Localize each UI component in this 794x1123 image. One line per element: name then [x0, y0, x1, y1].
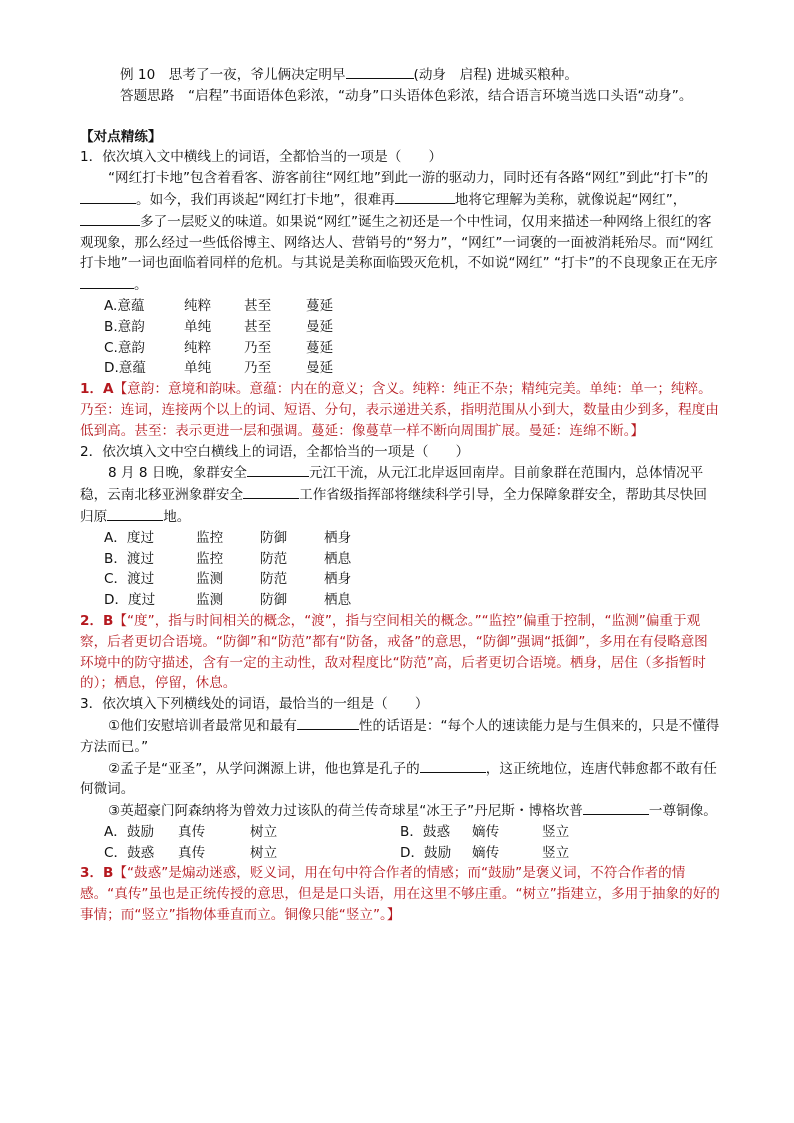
- q2-options: [80, 528, 720, 611]
- q1-answer: 1．A【意韵：意境和韵味。意蕴：内在的意义；含义。纯粹：纯正不杂；精纯完美。单纯：单一；纯粹。乃至：连词，连接两个以上的词、短语、分句，表示递进关系，指明范围从小到大，数量由少到多，程度由低到高。甚至：表示更进一层和强调。蔓延：像蔓草一样不断向周围扩展。曼延：连绵不断。】: [80, 381, 719, 439]
- section-title: 【对点精练】: [80, 128, 162, 145]
- q3-answer: 3．B【“鼓惑”是煽动迷惑，贬义词，用在句中符合作者的情感；而“鼓励”是褒义词，不符合作者的情感。“真传”虽也是正统传授的意思，但是是口头语，用在这里不够庄重。“树立”指建立，多用于抽象的好的事情；而“竖立”指物体垂直而立。铜像只能“竖立”。】: [80, 865, 720, 924]
- blank: [247, 462, 309, 477]
- blank: [583, 800, 649, 815]
- q3-sentence-2: ②孟子是“亚圣”，从学问渊源上讲，他也算是孔子的 ，这正统地位，连唐代韩愈都不敢有任何微词。: [80, 758, 720, 801]
- q3-sentence-1: ①他们安慰培训者最常见和最有 性的话语是：“每个人的速读能力是与生俱来的，只是不懂得方法而已。”: [80, 715, 720, 758]
- q3-stem: 3．依次填入下列横线处的词语，最恰当的一组是（ ）: [80, 696, 429, 713]
- option-row: A．度过 监控 防御 栖身: [104, 529, 352, 546]
- option-row: A．鼓励 真传 树立 B．鼓惑 嫡传 竖立: [104, 823, 570, 840]
- blank: [80, 211, 140, 226]
- example-question: [80, 64, 720, 86]
- q3-sentence-3: ③英超豪门阿森纳将为曾效力过该队的荷兰传奇球星“冰王子”丹尼斯・博格坎普 一尊铜像。: [80, 800, 720, 822]
- document-page: [80, 64, 720, 926]
- example-text-end: (动身 启程) 进城买粮种。: [413, 67, 578, 83]
- option-row: C．鼓惑 真传 树立 D．鼓励 嫡传 竖立: [104, 844, 570, 861]
- blank: [107, 506, 163, 521]
- blank: [297, 715, 359, 730]
- q2-stem: 2．依次填入文中空白横线上的词语，全都恰当的一项是（ ）: [80, 443, 470, 460]
- answer-blank: [346, 64, 414, 79]
- blank: [80, 189, 136, 204]
- blank: [80, 274, 134, 289]
- q1-passage: “网红打卡地”包含着看客、游客前往“网红地”到此一游的驱动力，同时还有各路“网红”到此“打卡”的。如今，我们再谈起“网红打卡地”，很难再 地将它理解为美称，就像说起“网红”，多了一层贬义的味道。如果说“网红”诞生之初还是一个中性词，仅用来描述一种网络上很红的客观现象，那么经过一些低俗博主、网络达人、营销号的“努力”，“网红”一词褒的一面被消耗殆尽。而“网红打卡地”一词也面临着同样的危机。与其说是美称面临毁灭危机，不如说“网红” “打卡”的不良现象正在无序。: [80, 170, 718, 294]
- q1-options: [80, 296, 720, 379]
- q3-options: [80, 822, 720, 864]
- q2-answer: 2．B【“度”，指与时间相关的概念，“渡”，指与空间相关的概念。”“监控”偏重于控制，“监测”偏重于观察，后者更切合语境。“防御”和“防范”都有“防备，戒备”的意思，“防御”强调“抵御”，多用在有侵略意图环境中的防守描述，含有一定的主动性，敌对程度比“防范”高，后者更切合语境。栖身，居住（多指暂时的）；栖息，停留，休息。: [80, 612, 708, 692]
- option-row: B.意韵 单纯 甚至 曼延: [104, 318, 334, 335]
- option-row: D.意蕴 单纯 乃至 曼延: [104, 360, 334, 377]
- blank: [243, 484, 299, 499]
- option-row: A.意蕴 纯粹 甚至 蔓延: [104, 297, 334, 314]
- example-analysis: 答题思路 “启程”书面语体色彩浓，“动身”口头语体色彩浓，结合语言环境当选口头语“动身”。: [120, 87, 693, 104]
- option-row: B．渡过 监控 防范 栖息: [104, 550, 352, 567]
- blank: [395, 189, 455, 204]
- q1-stem: 1．依次填入文中横线上的词语，全都恰当的一项是（ ）: [80, 149, 443, 166]
- option-row: D．度过 监测 防御 栖息: [104, 592, 352, 609]
- option-row: C.意韵 纯粹 乃至 蔓延: [104, 339, 334, 356]
- example-text: 例 10 思考了一夜，爷儿俩决定明早: [120, 67, 346, 83]
- q2-passage: 8 月 8 日晚，象群安全 元江干流，从元江北岸返回南岸。目前象群在范围内，总体情况平稳，云南北移亚洲象群安全 工作省级指挥部将继续科学引导，全力保障象群安全，帮助其尽快回归原 地。: [80, 462, 720, 527]
- option-row: C．渡过 监测 防范 栖身: [104, 571, 352, 588]
- blank: [420, 758, 486, 773]
